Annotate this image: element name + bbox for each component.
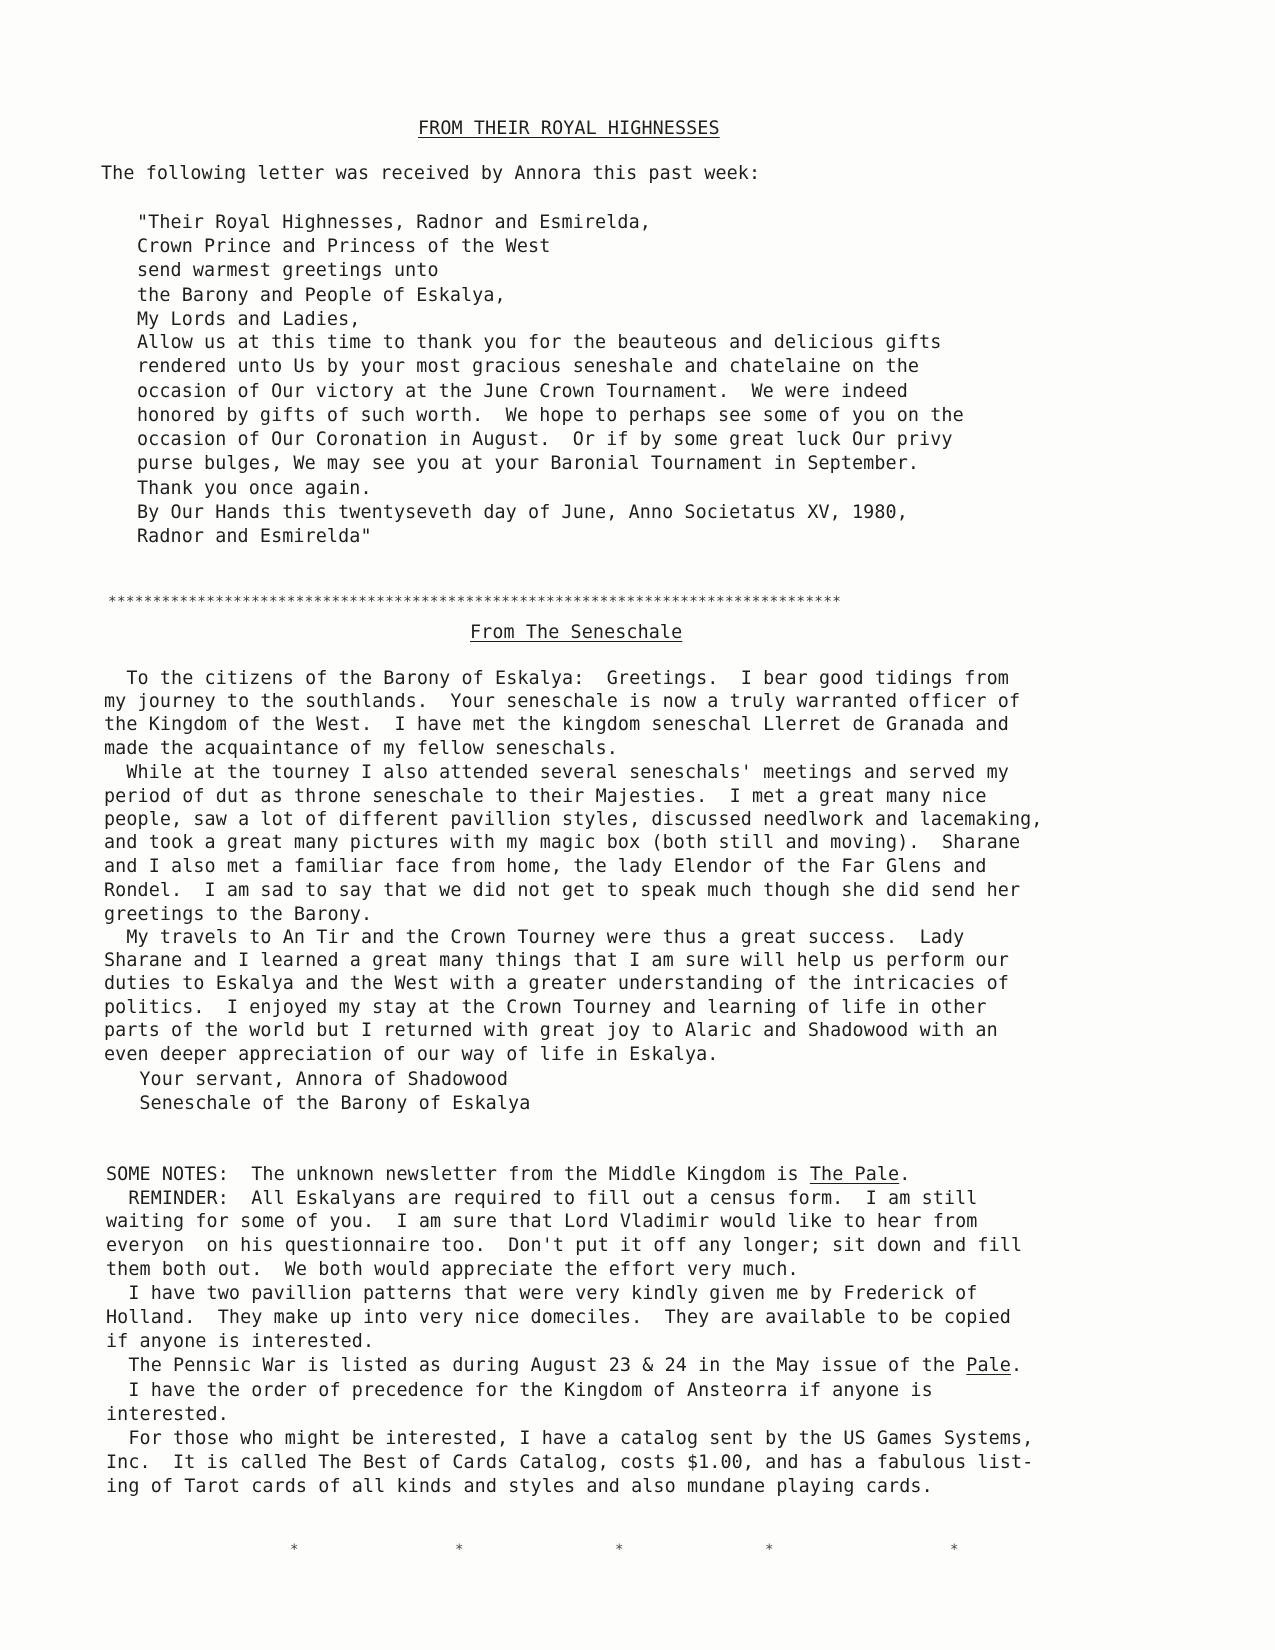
letter-line: the Barony and People of Eskalya, (137, 285, 506, 306)
royal-intro: The following letter was received by Annora this past week: (101, 163, 761, 184)
end-mark: * (290, 1542, 299, 1558)
seneschale-line: My travels to An Tir and the Crown Tourney were thus a great success. Lady (104, 927, 965, 948)
seneschale-line: and I also met a familiar face from home, the lady Elendor of the Far Glens and (104, 856, 987, 877)
seneschale-title: Seneschale of the Barony of Eskalya (117, 1093, 531, 1114)
pennsic-line (106, 1354, 1022, 1378)
end-mark: * (765, 1542, 774, 1558)
seneschale-line: greetings to the Barony. (104, 904, 373, 925)
seneschale-line: made the acquaintance of my fellow seneschals. (104, 738, 618, 759)
seneschale-line: even deeper appreciation of our way of life in Eskalya. (104, 1044, 719, 1065)
notes-line: everyon on his questionnaire too. Don't put it off any longer; sit down and fill (106, 1235, 1023, 1256)
notes-line: waiting for some of you. I am sure that Lord Vladimir would like to hear from (106, 1211, 978, 1232)
letter-line: By Our Hands this twentyseveth day of June, Anno Societatus XV, 1980, (137, 502, 908, 523)
notes-punct: . (1010, 1355, 1023, 1376)
notes-punct: . (899, 1164, 911, 1185)
letter-line: My Lords and Ladies, (137, 309, 361, 330)
seneschale-line: and took a great many pictures with my magic box (both still and moving). Sharane (104, 832, 1021, 853)
notes-line: REMINDER: All Eskalyans are required to fill out a census form. I am still (106, 1188, 978, 1209)
seneschale-line: Rondel. I am sad to say that we did not get to speak much though she did send her (104, 880, 1021, 901)
notes-line: interested. (106, 1404, 229, 1425)
letter-line: Allow us at this time to thank you for the beauteous and delicious gifts (137, 332, 942, 353)
seneschale-line: politics. I enjoyed my stay at the Crown Tourney and learning of life in other (104, 997, 987, 1018)
notes-line: if anyone is interested. (106, 1331, 375, 1352)
letter-line: honored by gifts of such worth. We hope to perhaps see some of you on the (137, 405, 964, 426)
notes-line: ing of Tarot cards of all kinds and styles and also mundane playing cards. (106, 1476, 933, 1497)
seneschale-line: period of dut as throne seneschale to their Majesties. I met a great many nice (104, 786, 987, 807)
newsletter-title: Pale (966, 1355, 1011, 1376)
letter-line: occasion of Our victory at the June Crown Tournament. We were indeed (137, 381, 908, 402)
seneschale-signature: Your servant, Annora of Shadowood (117, 1069, 509, 1090)
letter-line: Crown Prince and Princess of the West (137, 236, 551, 257)
notes-line: I have the order of precedence for the Kingdom of Ansteorra if anyone is (106, 1380, 933, 1401)
seneschale-heading: From The Seneschale (470, 622, 683, 643)
end-mark: * (950, 1542, 959, 1558)
seneschale-line: the Kingdom of the West. I have met the kingdom seneschal Llerret de Granada and (104, 714, 1009, 735)
letter-line: rendered unto Us by your most gracious seneshale and chatelaine on the (137, 356, 920, 377)
notes-line-1 (106, 1163, 910, 1187)
notes-text: SOME NOTES: The unknown newsletter from the Middle Kingdom is (106, 1164, 810, 1185)
section-divider: ********************************************************************************** (108, 594, 842, 610)
end-mark: * (615, 1542, 624, 1558)
notes-line: Inc. It is called The Best of Cards Catalog, costs $1.00, and has a fabulous list- (106, 1452, 1034, 1473)
letter-line: send warmest greetings unto (137, 260, 439, 281)
notes-line: them both out. We both would appreciate the effort very much. (106, 1259, 799, 1280)
royal-heading: FROM THEIR ROYAL HIGHNESSES (418, 118, 720, 139)
seneschale-line: duties to Eskalya and the West with a greater understanding of the intricacies of (104, 973, 1009, 994)
letter-line: Radnor and Esmirelda" (137, 526, 372, 547)
seneschale-line: parts of the world but I returned with great joy to Alaric and Shadowood with an (104, 1020, 998, 1041)
notes-line: I have two pavillion patterns that were very kindly given me by Frederick of (106, 1283, 978, 1304)
seneschale-line: my journey to the southlands. Your seneschale is now a truly warranted officer of (104, 691, 1021, 712)
notes-text: The Pennsic War is listed as during August 23 & 24 in the May issue of the (106, 1355, 967, 1376)
newsletter-title: The Pale (809, 1164, 900, 1185)
seneschale-line: While at the tourney I also attended several seneschals' meetings and served my (104, 762, 1009, 783)
seneschale-line: Sharane and I learned a great many things that I am sure will help us perform our (104, 950, 1009, 971)
letter-line: occasion of Our Coronation in August. Or if by some great luck Our privy (137, 429, 953, 450)
seneschale-line: people, saw a lot of different pavillion styles, discussed needlwork and lacemaking, (104, 809, 1043, 830)
seneschale-line: To the citizens of the Barony of Eskalya: Greetings. I bear good tidings from (104, 668, 1009, 689)
letter-line: Thank you once again. (137, 478, 372, 499)
notes-line: For those who might be interested, I have a catalog sent by the US Games Systems, (106, 1428, 1034, 1449)
notes-line: Holland. They make up into very nice domeciles. They are available to be copied (106, 1307, 1011, 1328)
letter-line: "Their Royal Highnesses, Radnor and Esmirelda, (137, 212, 651, 233)
letter-line: purse bulges, We may see you at your Baronial Tournament in September. (137, 453, 920, 474)
end-mark: * (455, 1542, 464, 1558)
